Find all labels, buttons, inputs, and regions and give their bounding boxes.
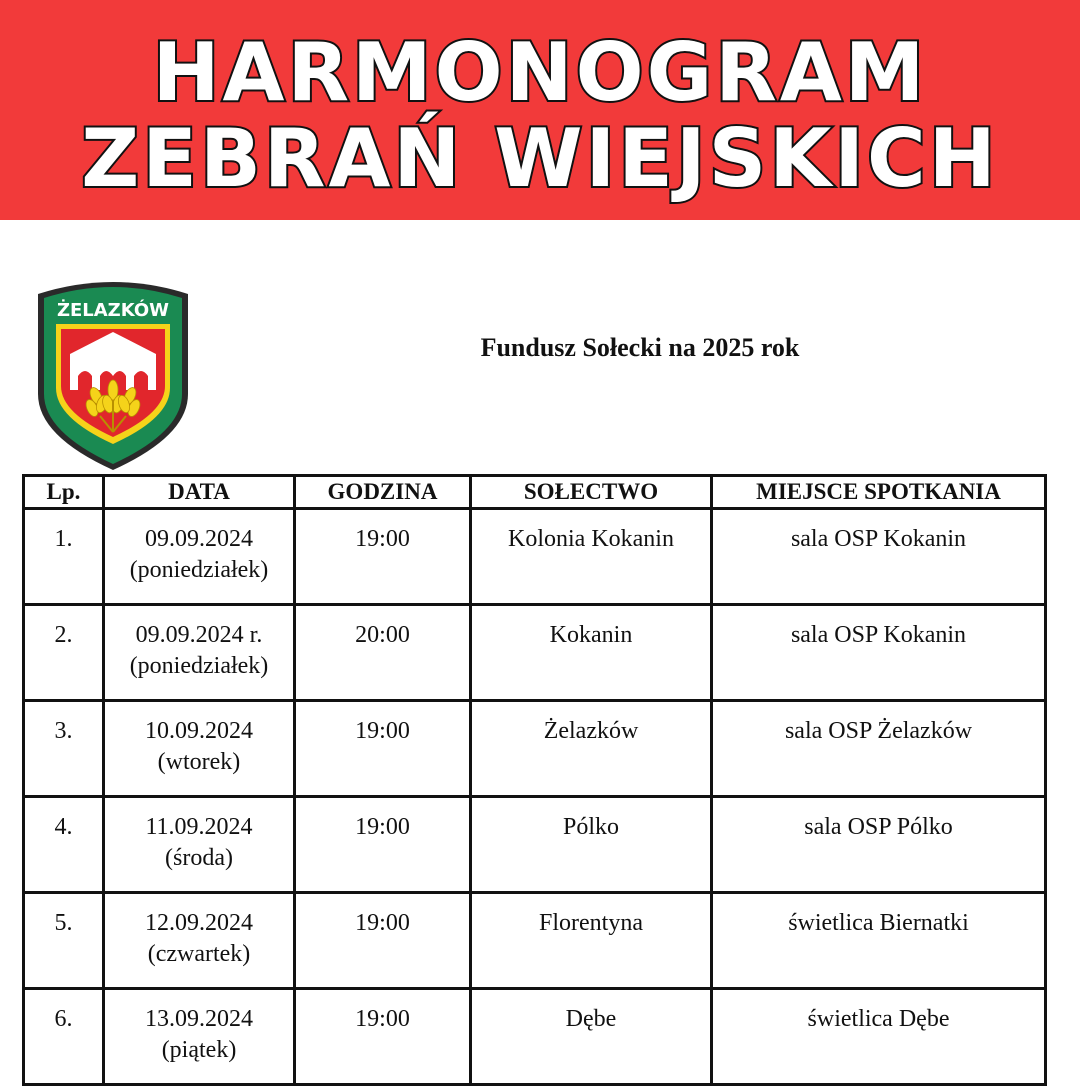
cell-village: Żelazków — [471, 701, 712, 797]
date-text: 09.09.2024 r. — [135, 622, 263, 648]
table-row — [24, 509, 1046, 605]
cell-date — [104, 989, 295, 1085]
cell-lp: 3. — [24, 701, 104, 797]
weekday-text: (piątek) — [161, 1037, 237, 1063]
banner-title-line-1: HARMONOGRAM — [152, 26, 928, 119]
cell-lp: 6. — [24, 989, 104, 1085]
header-lp: Lp. — [24, 476, 104, 509]
table-row — [24, 893, 1046, 989]
header-solectwo: SOŁECTWO — [471, 476, 712, 509]
cell-time: 19:00 — [295, 509, 471, 605]
weekday-text: (środa) — [165, 845, 233, 871]
cell-place: sala OSP Kokanin — [712, 509, 1046, 605]
weekday-text: (wtorek) — [157, 749, 241, 775]
subtitle: Fundusz Sołecki na 2025 rok — [480, 333, 800, 362]
table-row — [24, 701, 1046, 797]
svg-text:ŻELAZKÓW: ŻELAZKÓW — [56, 300, 170, 321]
cell-date — [104, 509, 295, 605]
cell-village: Florentyna — [471, 893, 712, 989]
weekday-text: (poniedziałek) — [129, 557, 269, 583]
cell-village: Dębe — [471, 989, 712, 1085]
weekday-text: (czwartek) — [147, 941, 251, 967]
date-text: 09.09.2024 — [145, 526, 253, 552]
date-text: 11.09.2024 — [145, 814, 253, 840]
meetings-schedule-table — [22, 474, 1047, 1086]
cell-lp: 4. — [24, 797, 104, 893]
cell-lp: 1. — [24, 509, 104, 605]
cell-date — [104, 701, 295, 797]
cell-time: 19:00 — [295, 989, 471, 1085]
title-banner — [0, 0, 1080, 220]
date-text: 12.09.2024 — [145, 910, 253, 936]
cell-village: Pólko — [471, 797, 712, 893]
cell-place: sala OSP Kokanin — [712, 605, 1046, 701]
cell-time: 19:00 — [295, 893, 471, 989]
cell-place: świetlica Dębe — [712, 989, 1046, 1085]
zelazkow-coat-of-arms — [30, 276, 196, 472]
cell-place: sala OSP Pólko — [712, 797, 1046, 893]
cell-village: Kolonia Kokanin — [471, 509, 712, 605]
cell-lp: 5. — [24, 893, 104, 989]
header-godzina: GODZINA — [295, 476, 471, 509]
cell-time: 19:00 — [295, 797, 471, 893]
cell-time: 19:00 — [295, 701, 471, 797]
table-row — [24, 989, 1046, 1085]
date-text: 13.09.2024 — [145, 1006, 253, 1032]
header-miejsce-spotkania: MIEJSCE SPOTKANIA — [712, 476, 1046, 509]
cell-date — [104, 797, 295, 893]
weekday-text: (poniedziałek) — [129, 653, 269, 679]
cell-place: sala OSP Żelazków — [712, 701, 1046, 797]
table-row — [24, 797, 1046, 893]
cell-time: 20:00 — [295, 605, 471, 701]
cell-place: świetlica Biernatki — [712, 893, 1046, 989]
table-header-row — [24, 476, 1046, 509]
cell-date — [104, 893, 295, 989]
header-data: DATA — [104, 476, 295, 509]
banner-title-line-2: ZEBRAŃ WIEJSKICH — [81, 112, 999, 205]
cell-village: Kokanin — [471, 605, 712, 701]
date-text: 10.09.2024 — [145, 718, 253, 744]
cell-lp: 2. — [24, 605, 104, 701]
cell-date — [104, 605, 295, 701]
table-row — [24, 605, 1046, 701]
